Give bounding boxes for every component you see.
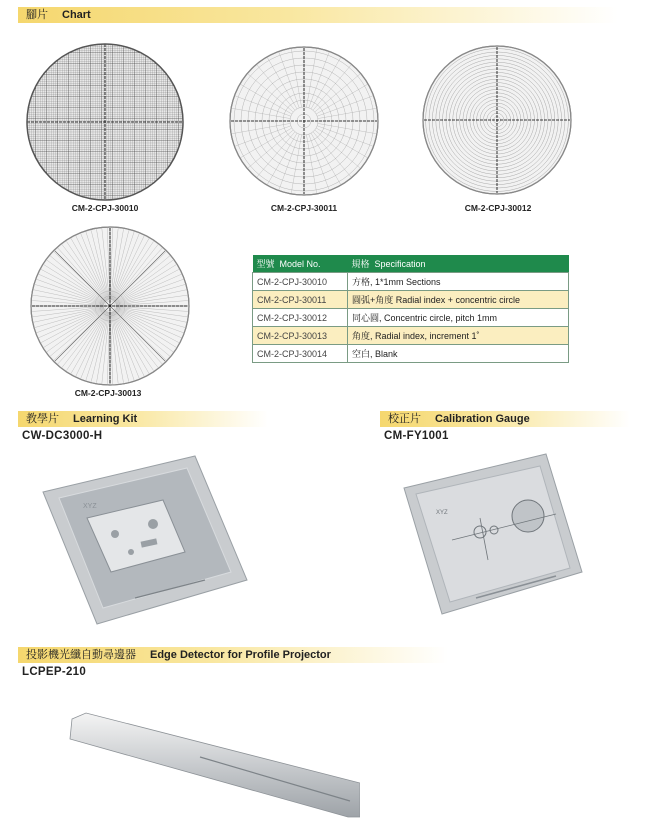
edge-detector-header xyxy=(18,647,448,663)
calibration-gauge-title-zh: 校正片 xyxy=(388,413,421,425)
header-model-en: Model No. xyxy=(279,259,321,269)
row-model: CM-2-CPJ-30013 xyxy=(253,327,348,345)
chart-radial-image xyxy=(30,226,190,386)
header-spec xyxy=(348,255,569,273)
chart-caption: CM-2-CPJ-30011 xyxy=(270,203,338,213)
learning-kit-title-zh: 教學片 xyxy=(26,413,59,425)
chart-section-title-en: Chart xyxy=(62,9,91,21)
chart-caption: CM-2-CPJ-30013 xyxy=(74,388,142,398)
row-model: CM-2-CPJ-30012 xyxy=(253,309,348,327)
row-model: CM-2-CPJ-30014 xyxy=(253,345,348,363)
row-spec: 圓弧+角度 Radial index + concentric circle xyxy=(348,291,569,309)
table-row xyxy=(253,273,569,291)
header-spec-en: Specification xyxy=(374,259,426,269)
learning-kit-model: CW-DC3000-H xyxy=(22,430,103,442)
edge-detector-title-zh: 投影機光纖自動尋邊器 xyxy=(26,649,136,661)
row-spec: 空白, Blank xyxy=(348,345,569,363)
row-spec: 同心圓, Concentric circle, pitch 1mm xyxy=(348,309,569,327)
header-spec-zh: 規格 xyxy=(351,259,370,269)
chart-section-title-zh: 腳片 xyxy=(26,9,48,21)
chart-section-header xyxy=(18,7,618,23)
header-model-zh: 型號 xyxy=(256,259,275,269)
learning-kit-title-en: Learning Kit xyxy=(73,413,138,425)
edge-detector-title-en: Edge Detector for Profile Projector xyxy=(150,649,331,661)
calibration-gauge-photo xyxy=(396,448,586,623)
table-row xyxy=(253,327,569,345)
calibration-gauge-header xyxy=(380,411,630,427)
svg-text:XYZ: XYZ xyxy=(83,503,97,510)
chart-radial-concentric-image xyxy=(229,46,379,196)
chart-concentric-image xyxy=(422,45,572,195)
learning-kit-header xyxy=(18,411,268,427)
table-row xyxy=(253,309,569,327)
table-row xyxy=(253,291,569,309)
row-model: CM-2-CPJ-30010 xyxy=(253,273,348,291)
chart-caption: CM-2-CPJ-30010 xyxy=(71,203,139,213)
learning-kit-photo xyxy=(35,448,250,628)
spec-table xyxy=(252,255,569,363)
calibration-gauge-model: CM-FY1001 xyxy=(384,430,449,442)
spec-table-header xyxy=(253,255,569,273)
calibration-gauge-title-en: Calibration Gauge xyxy=(435,413,530,425)
edge-detector-photo xyxy=(60,705,360,825)
row-model: CM-2-CPJ-30011 xyxy=(253,291,348,309)
edge-detector-model: LCPEP-210 xyxy=(22,666,87,678)
table-row xyxy=(253,345,569,363)
chart-grid-image xyxy=(25,42,185,202)
header-model xyxy=(253,255,348,273)
row-spec: 角度, Radial index, increment 1˚ xyxy=(348,327,569,345)
chart-caption: CM-2-CPJ-30012 xyxy=(464,203,532,213)
svg-text:XYZ: XYZ xyxy=(436,510,448,516)
row-spec: 方格, 1*1mm Sections xyxy=(348,273,569,291)
